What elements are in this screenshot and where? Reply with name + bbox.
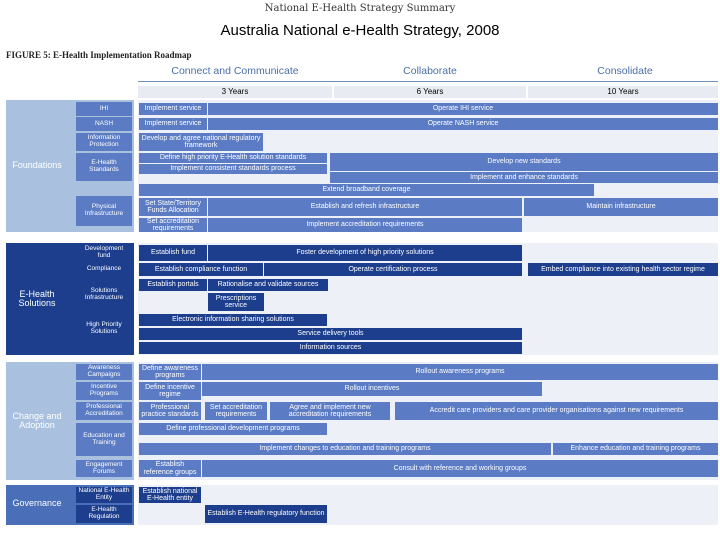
phase-consolidate: Consolidate [597,65,653,78]
category-ehealth-solutions: E-Health Solutions [18,288,56,308]
row-label-information-protection: Information Protection [76,133,132,151]
row-label-professional-accreditation: Professional Accreditation [76,402,132,420]
bar-state-funds-allocation: Set State/Territory Funds Allocation [139,198,207,216]
bar-nash-operate: Operate NASH service [208,118,718,130]
bar-establish-national-entity: Establish national E-Health entity [139,487,201,503]
bar-extend-broadband: Extend broadband coverage [139,184,594,196]
bar-establish-infrastructure: Establish and refresh infrastructure [208,198,522,216]
row-label-development-fund: Development fund [76,245,132,261]
row-label-awareness-campaigns: Awareness Campaigns [76,364,132,380]
bar-ihi-operate: Operate IHI service [208,103,718,115]
bar-consult-reference-groups: Consult with reference and working groups [202,460,718,477]
row-label-education-training: Education and Training [76,423,132,456]
bar-ihi-implement: Implement service [139,103,207,115]
bar-information-sources: Information sources [139,342,522,354]
bar-establish-reference-groups: Establish reference groups [139,460,201,477]
phase-rule [138,81,718,82]
row-label-engagement-forums: Engagement Forums [76,460,132,477]
bar-define-awareness: Define awareness programs [139,364,201,380]
bar-service-delivery-tools: Service delivery tools [139,328,522,340]
category-change-adoption: Change and Adoption [12,410,62,430]
bar-rollout-incentives: Rollout incentives [202,382,542,396]
row-label-incentive-programs: Incentive Programs [76,382,132,400]
bar-develop-new-standards: Develop new standards [330,153,718,171]
category-foundations: Foundations [12,160,62,171]
phase-collaborate: Collaborate [403,65,457,78]
bar-establish-portals: Establish portals [139,279,207,291]
row-label-nash: NASH [76,117,132,131]
bar-professional-practice-standards: Professional practice standards [139,402,201,420]
row-label-physical-infrastructure: Physical Infrastructure [76,196,132,226]
page-title: Australia National e-Health Strategy, 2008 [220,22,500,40]
row-label-ehealth-regulation: E-Health Regulation [76,505,132,523]
faint-header-title: National E-Health Strategy Summary [264,2,456,14]
bar-set-accreditation: Set accreditation requirements [139,218,207,232]
bar-electronic-information-sharing: Electronic information sharing solutions [139,314,327,326]
bar-foster-development: Foster development of high priority solutions [208,245,522,261]
bar-rollout-awareness: Rollout awareness programs [202,364,718,380]
row-label-high-priority-solutions: High Priority Solutions [76,314,132,344]
bar-agree-accreditation: Agree and implement new accreditation requirements [270,402,390,420]
bar-develop-regulatory-framework: Develop and agree national regulatory framework [139,133,263,151]
bar-define-professional-development: Define professional development programs [139,423,327,435]
bar-accredit-care-providers: Accredit care providers and care provider organisations against new requirements [395,402,718,420]
row-label-national-ehealth-entity: National E-Health Entity [76,487,132,503]
bar-implement-standards-process: Implement consistent standards process [139,164,327,174]
bar-enhance-education: Enhance education and training programs [553,443,718,455]
bar-define-incentive: Define incentive regime [139,382,201,400]
bar-prescriptions-service: Prescriptions service [208,293,264,311]
row-label-ehealth-standards: E-Health Standards [76,153,132,181]
row-label-ihi: IHI [76,102,132,116]
bar-embed-compliance: Embed compliance into existing health sector regime [528,263,718,276]
row-label-compliance: Compliance [76,263,132,276]
bar-maintain-infrastructure: Maintain infrastructure [524,198,718,216]
bar-operate-certification: Operate certification process [264,263,522,276]
phase-connect-communicate: Connect and Communicate [171,65,299,78]
bar-define-standards: Define high priority E-Health solution standards [139,153,327,163]
years-10: 10 Years [528,86,718,98]
figure-caption: FIGURE 5: E-Health Implementation Roadmap [6,50,192,60]
bar-implement-accreditation: Implement accreditation requirements [208,218,522,232]
bar-nash-implement: Implement service [139,118,207,130]
bar-establish-compliance: Establish compliance function [139,263,263,276]
bar-establish-fund: Establish fund [139,245,207,261]
years-3: 3 Years [138,86,332,98]
bar-establish-regulatory-function: Establish E-Health regulatory function [205,505,327,523]
bar-rationalise-sources: Rationalise and validate sources [208,279,328,291]
bar-implement-enhance-standards: Implement and enhance standards [330,172,718,183]
bar-set-accreditation-requirements: Set accreditation requirements [205,402,267,420]
category-governance: Governance [12,498,62,509]
years-6: 6 Years [334,86,526,98]
row-label-solutions-infrastructure: Solutions Infrastructure [76,279,132,311]
bar-implement-education-changes: Implement changes to education and training programs [139,443,551,455]
